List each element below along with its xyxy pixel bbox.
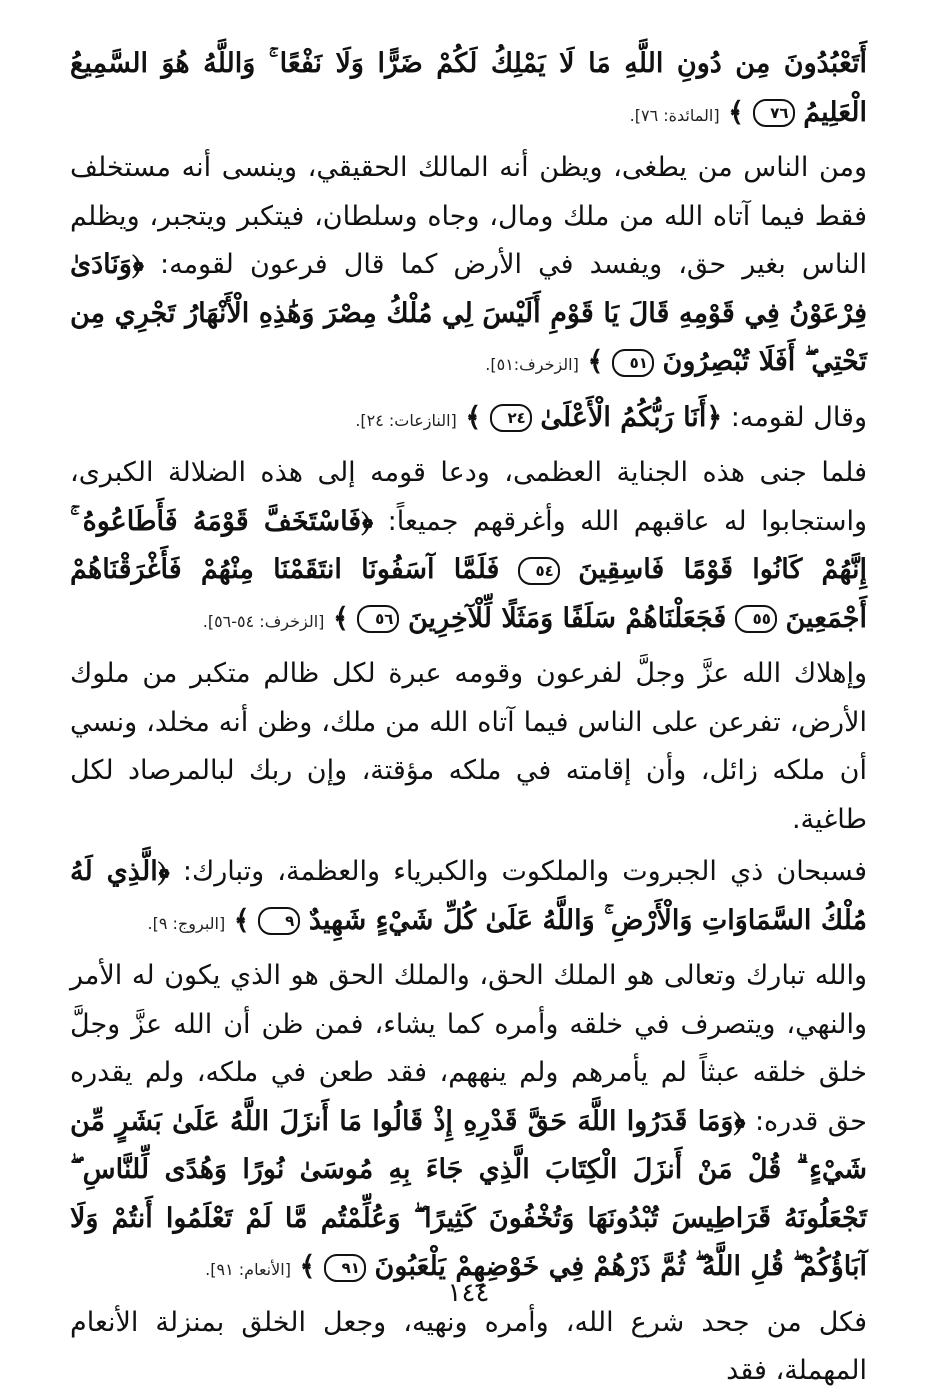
ayah-number-marker: ٥١ xyxy=(612,349,654,377)
ayah-number-marker: ٩ xyxy=(258,907,300,935)
closing-bracket: ﴾ xyxy=(728,96,744,128)
opening-bracket: ﴿ xyxy=(157,856,170,887)
page-number: ١٤٤ xyxy=(447,1278,490,1308)
citation: [الزخرف: ٥٤-٥٦]. xyxy=(202,611,325,631)
opening-bracket: ﴿ xyxy=(706,401,723,433)
closing-bracket: ﴾ xyxy=(587,346,604,377)
paragraph-text: فلما جنى هذه الجناية العظمى، ودعا قومه إلى هذه الضلالة الكبرى، واستجابوا له عاقبهم الله وأغرقهم جميعاً: xyxy=(70,457,868,537)
paragraph-text: فسبحان ذي الجبروت والملكوت والكبرياء والعظمة، وتبارك: xyxy=(182,856,867,887)
ayah-number-marker: ٢٤ xyxy=(490,404,532,432)
quran-verse: أَتَعْبُدُونَ مِن دُونِ اللَّهِ مَا لَا يَمْلِكُ لَكُمْ ضَرًّا وَلَا نَفْعًا ۚ وَاللَّهُ هُوَ السَّمِيعُ الْعَلِيمُ xyxy=(70,48,867,128)
paragraph xyxy=(70,449,867,646)
ayah-number-marker: ٩١ xyxy=(324,1254,366,1282)
ayah-number-marker: ٧٦ xyxy=(753,99,795,127)
quran-verse: وَمَا قَدَرُوا اللَّهَ حَقَّ قَدْرِهِ إِذْ قَالُوا مَا أَنزَلَ اللَّهُ عَلَىٰ بَشَرٍ مِّن شَيْءٍ ۗ قُلْ مَنْ أَنزَلَ الْكِتَابَ الَّذِي جَاءَ بِهِ مُوسَىٰ نُورًا وَهُدًى لِّلنَّاسِ ۖ تَجْعَلُونَهُ قَرَاطِيسَ تُبْدُونَهَا وَتُخْفُونَ كَثِيرًا ۖ وَعُلِّمْتُم مَّا لَمْ تَعْلَمُوا أَنتُمْ وَلَا آبَاؤُكُمْ ۖ قُلِ اللَّهُ ۖ ثُمَّ ذَرْهُمْ فِي خَوْضِهِمْ يَلْعَبُونَ xyxy=(70,1105,867,1282)
opening-bracket: ﴿ xyxy=(361,505,374,537)
paragraph-text: ومن الناس من يطغى، ويظن أنه المالك الحقيقي، وينسى أنه مستخلف فقط فيما آتاه الله من ملك ومال، وجاه وسلطان، فيتكبر ويتجبر، ويظلم الناس بغير حق، ويفسد في الأرض كما قال فرعون لقومه: xyxy=(70,152,867,280)
citation: [الأنعام: ٩١]. xyxy=(205,1260,291,1279)
paragraph xyxy=(70,952,867,1295)
citation: [البروج: ٩]. xyxy=(147,913,226,933)
ayah-number-marker: ٥٤ xyxy=(518,557,560,585)
closing-bracket: ﴾ xyxy=(332,602,349,634)
paragraph xyxy=(70,650,867,844)
paragraph-text: والله تبارك وتعالى هو الملك الحق، والملك الحق هو الذي يكون له الأمر والنهي، ويتصرف في خلقه وأمره كما يشاء، فمن ظن أن الله عزَّ وجلَّ خلق خلقه عبثاً لم يأمرهم ولم ينههم، فقد طعن في ملكه، ولم يقدره حق قدره: xyxy=(70,960,867,1137)
quran-verse: فَاسْتَخَفَّ قَوْمَهُ فَأَطَاعُوهُ ۚ إِنَّهُمْ كَانُوا قَوْمًا فَاسِقِينَ xyxy=(70,505,867,585)
citation: [الزخرف:٥١]. xyxy=(485,355,579,374)
citation: [المائدة: ٧٦]. xyxy=(629,105,720,125)
opening-bracket: ﴿ xyxy=(131,249,144,280)
citation: [النازعات: ٢٤]. xyxy=(355,410,457,430)
quran-verse: الَّذِي لَهُ مُلْكُ السَّمَاوَاتِ وَالْأَرْضِ ۚ وَاللَّهُ عَلَىٰ كُلِّ شَيْءٍ شَهِيدٌ xyxy=(70,856,867,936)
quran-verse: وَنَادَىٰ فِرْعَوْنُ فِي قَوْمِهِ قَالَ يَا قَوْمِ أَلَيْسَ لِي مُلْكُ مِصْرَ وَهَٰذِهِ الْأَنْهَارُ تَجْرِي مِن تَحْتِي ۖ أَفَلَا تُبْصِرُونَ xyxy=(70,249,867,377)
closing-bracket: ﴾ xyxy=(465,401,482,433)
paragraph-text: وإهلاك الله عزَّ وجلَّ لفرعون وقومه عبرة لكل ظالم متكبر من ملوك الأرض، تفرعن على الناس فيما آتاه الله من ملك، وظن أنه مخلد، ونسي أن ملكه زائل، وأن إقامته في ملكه مؤقتة، وإن ربك لبالمرصاد لكل طاغية. xyxy=(70,658,867,835)
closing-bracket: ﴾ xyxy=(299,1251,316,1282)
page-body xyxy=(70,40,867,1400)
closing-bracket: ﴾ xyxy=(233,904,250,936)
paragraph xyxy=(70,394,867,446)
ayah-number-marker: ٥٦ xyxy=(357,605,399,633)
paragraph-text: فكل من جحد شرع الله، وأمره ونهيه، وجعل الخلق بمنزلة الأنعام المهملة، فقد xyxy=(70,1306,867,1386)
opening-bracket: ﴿ xyxy=(733,1105,746,1137)
quran-verse: فَلَمَّا آسَفُونَا انتَقَمْنَا مِنْهُمْ فَأَغْرَقْنَاهُمْ أَجْمَعِينَ xyxy=(70,554,867,634)
quran-verse: فَجَعَلْنَاهُمْ سَلَفًا وَمَثَلًا لِّلْآخِرِينَ xyxy=(408,602,727,634)
paragraph xyxy=(70,1299,867,1396)
paragraph-text: وقال لقومه: xyxy=(730,401,867,433)
quran-verse: أَنَا رَبُّكُمُ الْأَعْلَىٰ xyxy=(540,401,707,433)
verse-block xyxy=(70,40,867,140)
paragraph xyxy=(70,848,867,948)
paragraph xyxy=(70,144,867,390)
ayah-number-marker: ٥٥ xyxy=(735,605,777,633)
